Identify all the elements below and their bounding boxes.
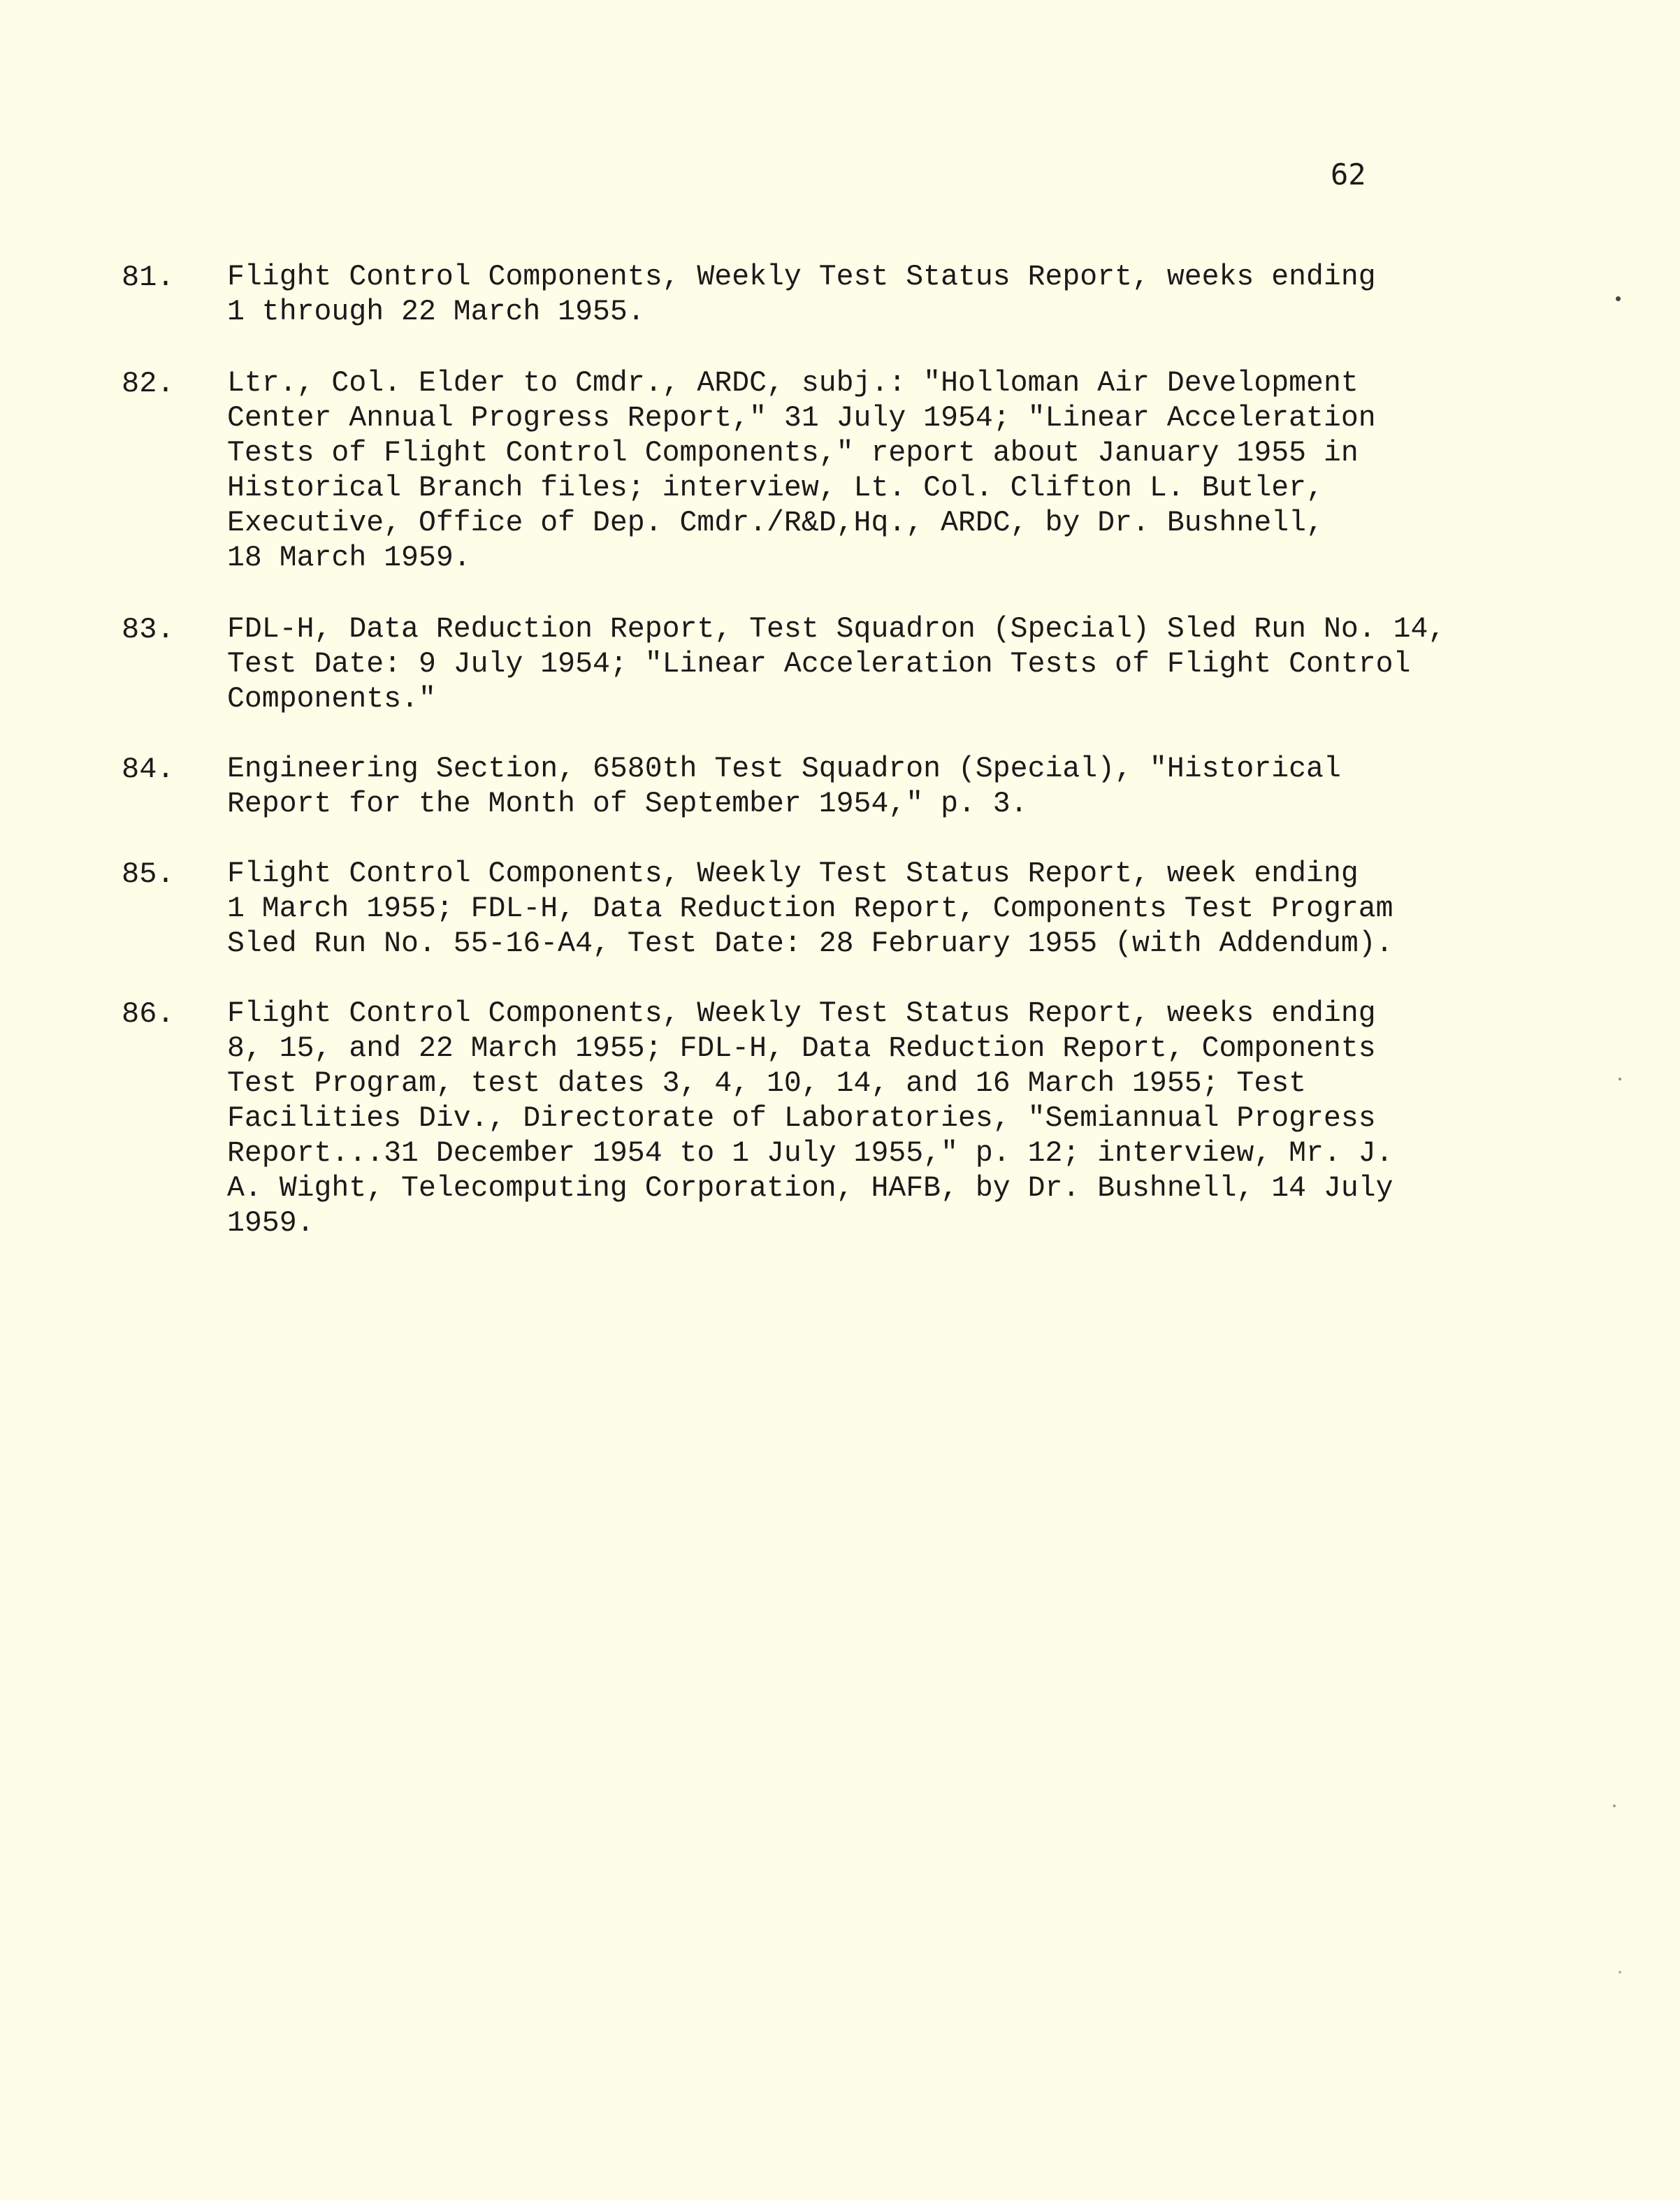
footnote-line: FDL-H, Data Reduction Report, Test Squadron (Special) Sled Run No. 14, xyxy=(227,613,1446,646)
footnote-line: Flight Control Components, Weekly Test Status Report, weeks ending xyxy=(227,261,1376,294)
footnote-line: Executive, Office of Dep. Cmdr./R&D,Hq., ARDC, by Dr. Bushnell, xyxy=(227,507,1324,540)
footnote-line: Engineering Section, 6580th Test Squadron (Special), "Historical xyxy=(227,753,1341,786)
paper-speck xyxy=(1619,1971,1621,1974)
footnote-number: 82. xyxy=(122,367,175,400)
footnote-line: Report...31 December 1954 to 1 July 1955," p. 12; interview, Mr. J. xyxy=(227,1137,1393,1170)
footnote-line: Report for the Month of September 1954," p. 3. xyxy=(227,788,1028,820)
footnote-line: A. Wight, Telecomputing Corporation, HAFB, by Dr. Bushnell, 14 July xyxy=(227,1172,1393,1205)
footnote-line: Test Program, test dates 3, 4, 10, 14, and 16 March 1955; Test xyxy=(227,1067,1307,1100)
footnote-line: Flight Control Components, Weekly Test Status Report, week ending xyxy=(227,857,1359,890)
paper-speck xyxy=(1613,1804,1616,1807)
footnote-number: 81. xyxy=(122,261,175,294)
footnote-line: 1959. xyxy=(227,1207,314,1240)
paper-speck xyxy=(1619,1078,1621,1080)
footnote-line: Ltr., Col. Elder to Cmdr., ARDC, subj.: "Holloman Air Development xyxy=(227,367,1359,400)
footnote-line: 1 March 1955; FDL-H, Data Reduction Report, Components Test Program xyxy=(227,892,1393,925)
footnote-number: 85. xyxy=(122,857,175,891)
footnote-line: Tests of Flight Control Components," report about January 1955 in xyxy=(227,437,1359,470)
footnote-number: 86. xyxy=(122,997,175,1031)
footnote-number: 83. xyxy=(122,613,175,646)
footnote-line: 8, 15, and 22 March 1955; FDL-H, Data Reduction Report, Components xyxy=(227,1032,1376,1065)
footnote-line: Center Annual Progress Report," 31 July 1954; "Linear Acceleration xyxy=(227,402,1376,435)
footnote-line: 1 through 22 March 1955. xyxy=(227,296,645,328)
footnote-line: 18 March 1959. xyxy=(227,542,471,574)
footnote-line: Components." xyxy=(227,683,436,716)
footnote-line: Facilities Div., Directorate of Laboratories, "Semiannual Progress xyxy=(227,1102,1376,1135)
page-number: 62 xyxy=(1331,157,1366,191)
paper-speck xyxy=(1616,296,1621,301)
footnote-number: 84. xyxy=(122,753,175,786)
footnote-line: Sled Run No. 55-16-A4, Test Date: 28 February 1955 (with Addendum). xyxy=(227,927,1393,960)
footnote-line: Flight Control Components, Weekly Test Status Report, weeks ending xyxy=(227,997,1376,1030)
footnote-line: Historical Branch files; interview, Lt. Col. Clifton L. Butler, xyxy=(227,472,1324,505)
footnote-line: Test Date: 9 July 1954; "Linear Acceleration Tests of Flight Control xyxy=(227,648,1411,681)
